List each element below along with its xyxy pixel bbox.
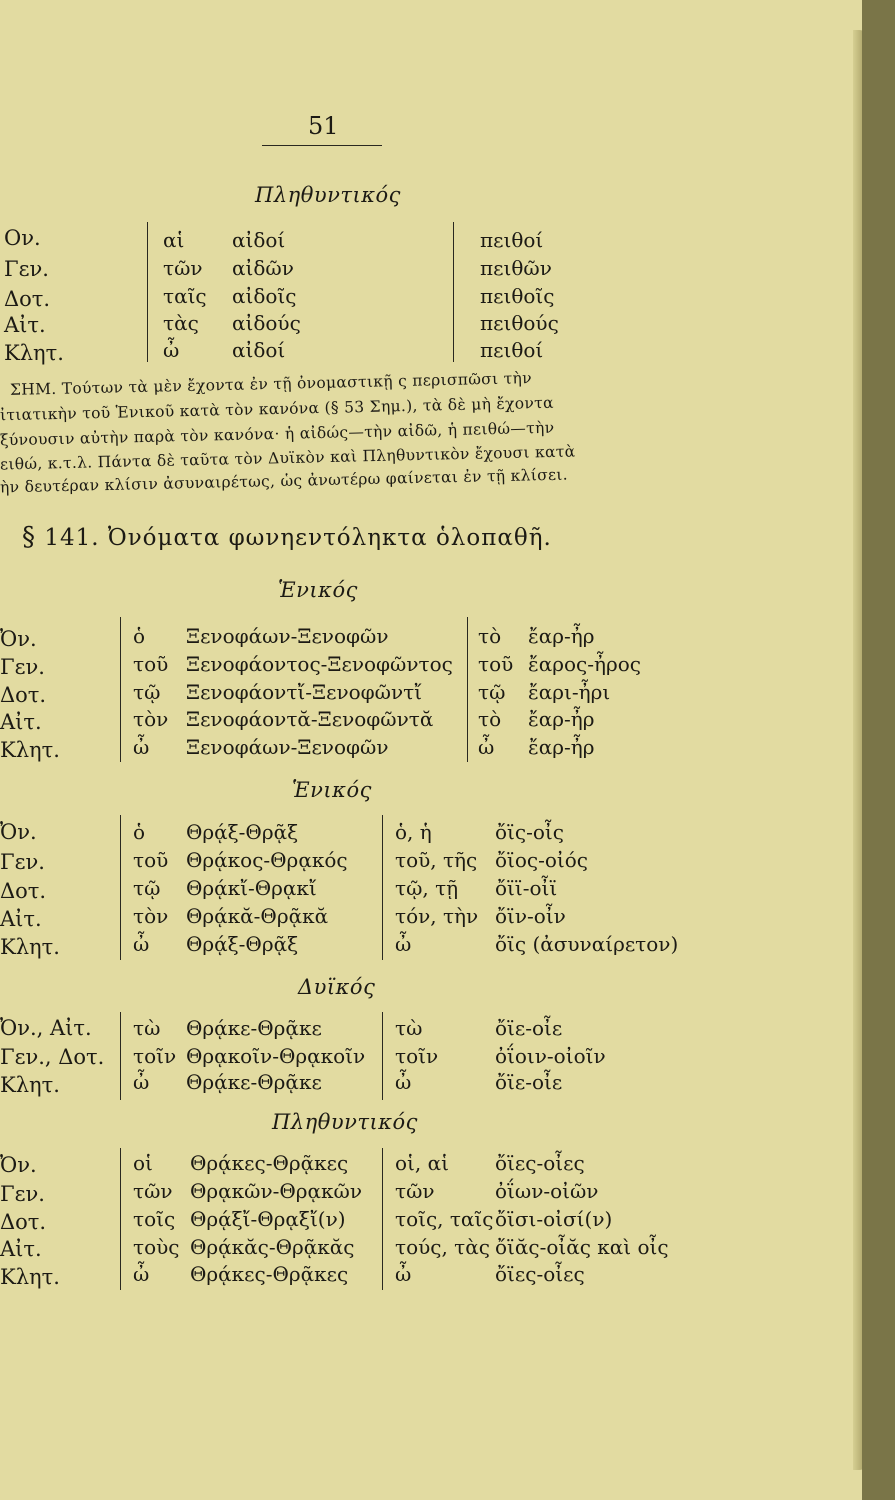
case-label: Αἰτ.	[0, 1237, 42, 1261]
note-line: ειθώ, κ.τ.λ. Πάντα δὲ ταῦτα τὸν Δυϊκὸν καὶ Πληθυντικὸν ἔχουσι κατὰ	[0, 442, 576, 474]
article: ὦ	[133, 735, 150, 759]
article: ταῖς	[163, 284, 207, 308]
form: Ξενοφάων-Ξενοφῶν	[186, 735, 389, 759]
case-label: Ὀν., Αἰτ.	[0, 1016, 92, 1040]
case-label: Γεν.	[0, 1182, 45, 1206]
article: τὸν	[133, 904, 169, 928]
article: οἱ	[133, 1151, 153, 1175]
page-number-rule	[262, 145, 382, 146]
article: τοὺς	[133, 1235, 180, 1259]
case-label: Ὀν.	[0, 820, 37, 844]
form-2: ὄϊν-οἶν	[495, 904, 566, 928]
article-2: τούς, τὰς	[395, 1235, 490, 1259]
form: αἰδούς	[232, 311, 301, 335]
case-label: Αἰτ.	[0, 907, 42, 931]
form-2: ὀΐων-οἰῶν	[495, 1179, 599, 1203]
article: αἱ	[163, 228, 185, 252]
form: αἰδοί	[232, 228, 286, 252]
form-2: ὄϊϊ-οἶϊ	[495, 876, 558, 900]
form: αἰδοῖς	[232, 284, 297, 308]
case-label: Κλητ.	[0, 1073, 60, 1097]
case-label: Ὀν.	[0, 1153, 37, 1177]
article: ὦ	[133, 932, 150, 956]
form-2: ἔαρι-ἦρι	[528, 680, 611, 704]
article: ὁ	[133, 624, 146, 648]
form-2: ἔαρος-ἦρος	[528, 652, 641, 676]
article: τῶν	[133, 1179, 173, 1203]
article-2: τὼ	[395, 1016, 423, 1040]
case-label: Ὀν.	[0, 627, 37, 651]
form-2: ὀΐοιν-οἰοῖν	[495, 1044, 606, 1068]
table-title-singular-1: Ἑνικός	[278, 578, 358, 602]
article-2: τοῦ	[478, 652, 514, 676]
article: τῶν	[163, 256, 203, 280]
table-title-plural-1: Πληθυντικός	[255, 183, 401, 207]
form: Θρᾴκᾰς-Θρᾷκᾰς	[190, 1235, 355, 1259]
article: τῷ	[133, 876, 161, 900]
case-label: Αἰτ.	[0, 710, 42, 734]
article: ὦ	[133, 1070, 150, 1094]
case-label: Δοτ.	[0, 1210, 47, 1234]
form-2: ὄϊᾰς-οἶᾰς καὶ οἶς	[495, 1235, 669, 1259]
form: Θρᾴξ-Θρᾷξ	[186, 932, 299, 956]
case-label: Δοτ.	[0, 879, 47, 903]
page-edge	[853, 30, 862, 1470]
form-2: πειθοῖς	[480, 284, 555, 308]
form-2: ὄϊς (ἀσυναίρετον)	[495, 932, 679, 956]
form-2: πειθοί	[480, 228, 544, 252]
form-2: ὄϊες-οἶες	[495, 1151, 585, 1175]
case-label: Δοτ.	[4, 287, 51, 311]
form-2: ὄϊς-οἶς	[495, 820, 564, 844]
article: τοῦ	[133, 652, 169, 676]
article-2: τόν, τὴν	[395, 904, 479, 928]
article-2: ὦ	[395, 1070, 412, 1094]
form: Θρᾴκες-Θρᾷκες	[190, 1151, 349, 1175]
form: Θρᾴκες-Θρᾷκες	[190, 1262, 349, 1286]
form-2: ὄϊες-οἶες	[495, 1262, 585, 1286]
form-2: ὄϊε-οἶε	[495, 1016, 563, 1040]
note-line: ἰτιατικὴν τοῦ Ἑνικοῦ κατὰ τὸν κανόνα (§ 53 Σημ.), τὰ δὲ μὴ ἔχοντα	[0, 393, 554, 425]
form-2: πειθῶν	[480, 256, 552, 280]
article-2: τοῖς, ταῖς	[395, 1207, 494, 1231]
article-2: τῶν	[395, 1179, 435, 1203]
form: Ξενοφάοντος-Ξενοφῶντος	[186, 652, 453, 676]
article: τὸν	[133, 707, 169, 731]
article-2: τὸ	[478, 707, 502, 731]
case-label: Δοτ.	[0, 683, 47, 707]
form: αἰδῶν	[232, 256, 294, 280]
article: ὁ	[133, 820, 146, 844]
form: Θρᾴκος-Θρᾳκός	[186, 848, 348, 872]
form: Θρᾳκῶν-Θρᾳκῶν	[190, 1179, 363, 1203]
article: τοῖς	[133, 1207, 176, 1231]
form: Θρᾴκε-Θρᾷκε	[186, 1070, 322, 1094]
case-label: Κλητ.	[4, 341, 64, 365]
case-label: Γεν.	[0, 655, 45, 679]
article: τῷ	[133, 680, 161, 704]
case-label: Γεν.	[4, 257, 49, 281]
article-2: ὦ	[395, 932, 412, 956]
article: τοῦ	[133, 848, 169, 872]
form-2: ὄϊος-οἰός	[495, 848, 589, 872]
form: Θρᾴξ-Θρᾷξ	[186, 820, 299, 844]
article-2: τοῦ, τῆς	[395, 848, 478, 872]
form: Θρᾴκἴ-Θρᾳκἴ	[186, 876, 317, 900]
form: Θρᾴξἴ-Θρᾳξἴ(ν)	[190, 1207, 346, 1231]
form-2: ὄϊε-οἶε	[495, 1070, 563, 1094]
article: ὦ	[163, 338, 180, 362]
form: Θρᾴκᾰ-Θρᾷκᾰ	[186, 904, 329, 928]
case-label: Κλητ.	[0, 1265, 60, 1289]
article: τὰς	[163, 311, 199, 335]
note-line: ΣΗΜ. Τούτων τὰ μὲν ἔχοντα ἐν τῇ ὀνομαστικῇ ς περισπῶσι τὴν	[9, 369, 533, 399]
article-2: τῷ, τῇ	[395, 876, 459, 900]
table-title-singular-2: Ἑνικός	[292, 778, 372, 802]
table-title-dual: Δυϊκός	[298, 975, 376, 999]
form-2: ἔαρ-ἦρ	[528, 735, 595, 759]
form: Θρᾳκοῖν-Θρᾳκοῖν	[186, 1044, 366, 1068]
form-2: πειθούς	[480, 311, 559, 335]
article: τοῖν	[133, 1044, 177, 1068]
form-2: ἔαρ-ἦρ	[528, 707, 595, 731]
article-2: ὦ	[478, 735, 495, 759]
article-2: οἱ, αἱ	[395, 1151, 449, 1175]
case-label: Ον.	[4, 226, 41, 250]
case-label: Γεν.	[0, 850, 45, 874]
article-2: τῷ	[478, 680, 506, 704]
section-heading	[22, 522, 552, 552]
note-line: ὴν δευτέραν κλίσιν ἀσυναιρέτως, ὡς ἀνωτέρω φαίνεται ἐν τῇ κλίσει.	[0, 465, 569, 497]
case-label: Κλητ.	[0, 935, 60, 959]
article-2: τὸ	[478, 624, 502, 648]
section-symbol: §	[22, 522, 36, 552]
form-2: ἔαρ-ἦρ	[528, 624, 595, 648]
section-heading-text: 141. Ὀνόματα φωνηεντόληκτα ὁλοπαθῆ.	[44, 525, 552, 551]
form: Θρᾴκε-Θρᾷκε	[186, 1016, 322, 1040]
form: αἰδοί	[232, 338, 286, 362]
form: Ξενοφάων-Ξενοφῶν	[186, 624, 389, 648]
article: τὼ	[133, 1016, 161, 1040]
case-label: Αἰτ.	[4, 313, 46, 337]
form-2: ὄϊσι-οἰσί(ν)	[495, 1207, 613, 1231]
article: ὦ	[133, 1262, 150, 1286]
article-2: τοῖν	[395, 1044, 439, 1068]
form-2: πειθοί	[480, 338, 544, 362]
note-line: ξύνουσιν αὐτὴν παρὰ τὸν κανόνα· ἡ αἰδώς—τὴν αἰδῶ, ἡ πειθώ—τὴν	[0, 418, 555, 450]
page-number: 51	[308, 112, 339, 140]
case-label: Κλητ.	[0, 738, 60, 762]
form: Ξενοφάοντᾰ-Ξενοφῶντᾰ	[186, 707, 434, 731]
case-label: Γεν., Δοτ.	[0, 1045, 105, 1069]
article-2: ὦ	[395, 1262, 412, 1286]
form: Ξενοφάοντἴ-Ξενοφῶντἴ	[186, 680, 423, 704]
article-2: ὁ, ἡ	[395, 820, 432, 844]
table-title-plural-2: Πληθυντικός	[272, 1110, 418, 1134]
